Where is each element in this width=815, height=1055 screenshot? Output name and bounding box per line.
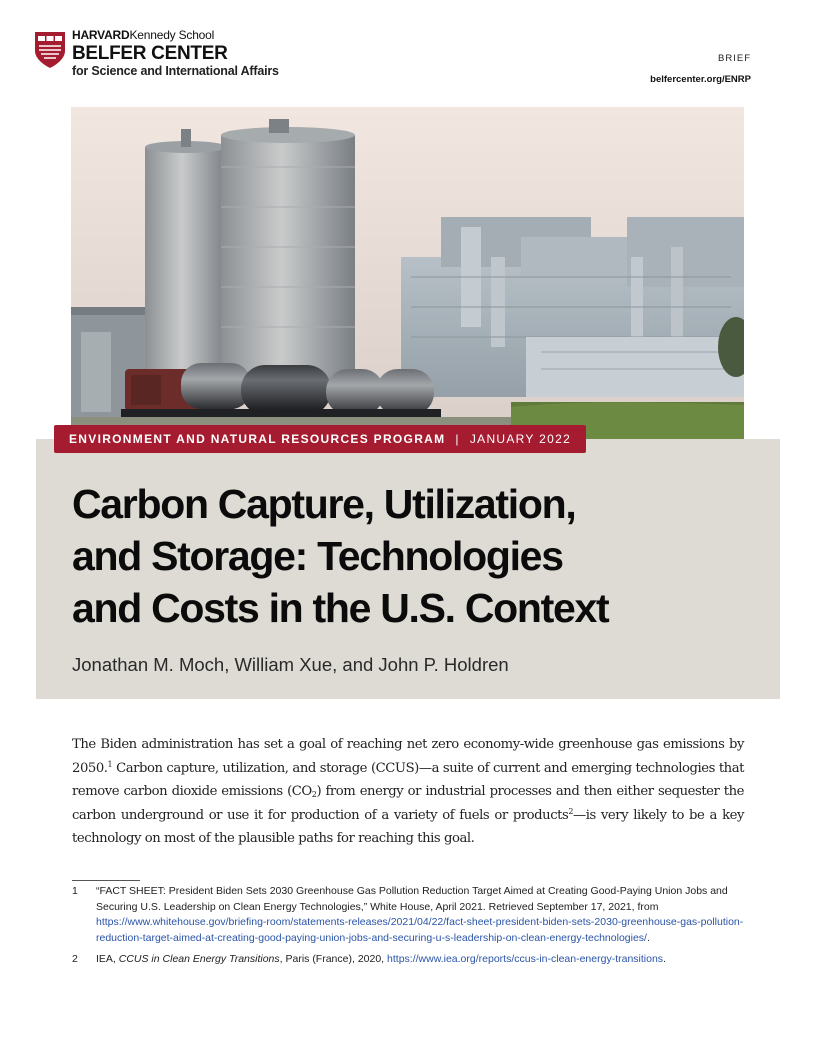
footnote-divider xyxy=(72,880,140,881)
footnote-text-after: , Paris (France), 2020, xyxy=(279,953,388,965)
document-title xyxy=(72,478,772,634)
footnote-text: “FACT SHEET: President Biden Sets 2030 Greenhouse Gas Pollution Reduction Target Aimed at Creating Good-Paying Union Jobs and Securing U.S. Leadership on Clean Energy Technologies,” White House, April 2021. Retrieved September 17, 2021, from xyxy=(96,885,728,913)
title-line-1: Carbon Capture, Utilization, xyxy=(72,481,576,527)
footnotes xyxy=(72,884,752,968)
body-paragraph xyxy=(72,733,744,851)
footnote-2 xyxy=(72,952,752,968)
program-name: ENVIRONMENT AND NATURAL RESOURCES PROGRAM xyxy=(69,432,446,446)
body-text-part-3: ) from energy or industrial processes and then either sequester the carbon underground or use it for production of a variety of fuels or products xyxy=(72,784,744,823)
title-line-2: and Storage: Technologies xyxy=(72,533,563,579)
footnote-link-iea[interactable]: https://www.iea.org/reports/ccus-in-clean-energy-transitions xyxy=(387,953,664,965)
footnote-report-title: CCUS in Clean Energy Transitions xyxy=(118,953,280,965)
publication-date: JANUARY 2022 xyxy=(469,432,572,446)
body-text-part-4: —is very likely to be a key technology on most of the plausible paths for reaching this goal. xyxy=(72,807,744,846)
harvard-kennedy-school-wordmark xyxy=(72,29,279,41)
footnote-number: 1 xyxy=(72,885,78,897)
document-type-label: BRIEF xyxy=(718,53,751,64)
footnote-1 xyxy=(72,884,752,946)
industrial-facility-photo xyxy=(71,107,744,439)
title-line-3: and Costs in the U.S. Context xyxy=(72,585,609,631)
footnote-ref-2[interactable]: 2 xyxy=(568,806,573,816)
authors: Jonathan M. Moch, William Xue, and John P. Holdren xyxy=(72,654,509,675)
footnote-tail: . xyxy=(663,953,666,965)
harvard-shield-icon xyxy=(34,31,66,69)
footnote-text-before: IEA, xyxy=(96,953,119,965)
kennedy-school-wordmark: Kennedy School xyxy=(129,28,215,42)
harvard-wordmark: HARVARD xyxy=(72,28,130,42)
belfer-center-logo xyxy=(34,29,304,89)
footnote-ref-1[interactable]: 1 xyxy=(107,759,113,769)
footnote-number: 2 xyxy=(72,953,78,965)
program-banner xyxy=(54,425,586,453)
program-url[interactable]: belfercenter.org/ENRP xyxy=(650,74,751,85)
co2-subscript: 2 xyxy=(311,790,317,799)
belfer-center-subtitle: for Science and International Affairs xyxy=(72,64,279,78)
belfer-center-name: BELFER CENTER xyxy=(72,43,228,64)
footnote-link-whitehouse[interactable]: https://www.whitehouse.gov/briefing-room/statements-releases/2021/04/22/fact-sheet-president-biden-sets-2030-greenhouse-gas-pollution-reduction-target-aimed-at-creating-good-paying-union-jobs-and-securing-u-s-leadership-on-clean-energy-technologies/ xyxy=(96,916,744,944)
body-text-part-2: Carbon capture, utilization, and storage (CCUS)—a suite of current and emerging technologies that remove carbon dioxide emissions (CO xyxy=(72,760,744,799)
program-separator: | xyxy=(455,432,460,446)
footnote-tail: . xyxy=(646,931,650,944)
body-text-part-1: The Biden administration has set a goal of reaching net zero economy-wide greenhouse gas emissions by 2050. xyxy=(72,737,744,776)
